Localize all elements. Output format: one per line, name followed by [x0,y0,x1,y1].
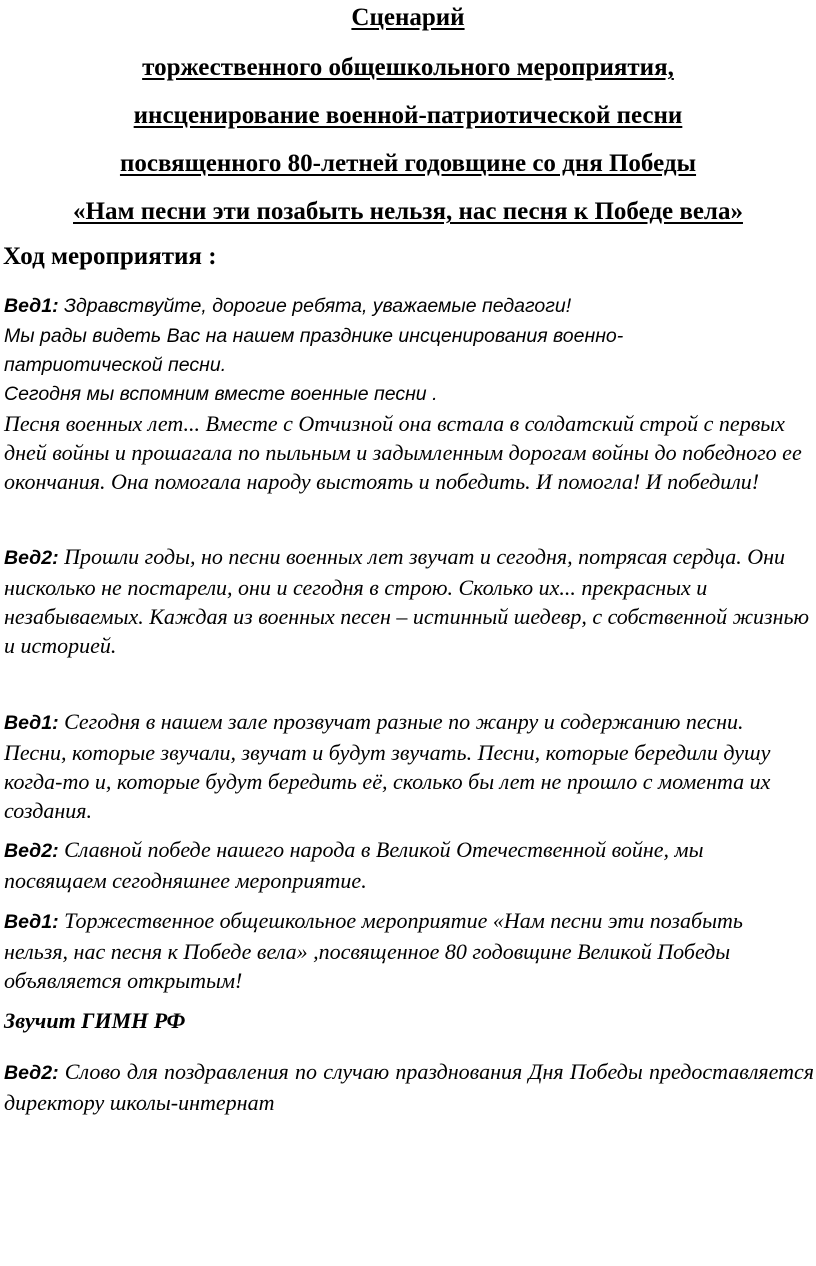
title-line-5: «Нам песни эти позабыть нельзя, нас песня к Победе вела» [73,198,743,225]
speech-block-2 [2,542,814,660]
speaker-label: Вед1: [4,911,59,933]
speech-block-5 [2,906,794,995]
speech-text: Сегодня в нашем зале прозвучат разные по жанру и содержанию песни. Песни, которые звучали, звучат и будут звучать. Песни, которые бередили душу когда-то и, которые будут бередить её, сколько бы лет не прошло с момента их создания. [4,709,771,823]
speech-text: Торжественное общешкольное мероприятие «Нам песни эти позабыть нельзя, нас песня к Победе вела» ,посвященное 80 годовщине Великой Победы объявляется открытым! [4,908,743,993]
speech-block-6 [2,1057,814,1117]
title-line-2: торжественного общешкольного мероприятия, [142,54,674,81]
speaker-label: Вед1: [4,295,59,317]
speaker-label: Вед1: [4,712,59,734]
speech-block-3 [2,707,794,825]
title-line-1: Сценарий [351,4,465,31]
speech-text: Слово для поздравления по случаю празднования Дня Победы предоставляется директору школы-интернат [4,1059,814,1115]
speech-block-4 [2,835,794,895]
heading-label: Ход мероприятия [3,243,202,270]
intro-line-2: Мы рады видеть Вас на нашем празднике инсценирования военно-патриотической песни. [4,325,624,376]
speaker-label: Вед2: [4,547,59,569]
document-title [2,0,814,240]
intro-text: Песня военных лет... Вместе с Отчизной она встала в солдатский строй с первых дней войны и прошагала по пыльным и задымленным дорогам войны до победного ее окончания. Она помогала народу выстоять и победить. И помогла! И победили! [4,411,802,494]
greeting-text: Здравствуйте, дорогие ребята, уважаемые педагоги! [58,295,572,317]
speaker-label: Вед2: [4,1062,59,1084]
intro-line-3: Сегодня мы вспомним вместе военные песни . [4,383,438,405]
intro-block [2,290,814,496]
title-line-3: инсценирование военной-патриотической песни [133,102,683,129]
section-heading [2,240,814,290]
speech-text: Прошли годы, но песни военных лет звучат и сегодня, потрясая сердца. Они нисколько не постарели, они и сегодня в строю. Сколько их... прекрасных и незабываемых. Каждая из военных песен – истинный шедевр, с собственной жизнью и историей. [4,544,810,658]
intro-greeting [2,290,814,321]
anthem-line: Звучит ГИМН РФ [4,1008,186,1033]
title-line-4: посвященного 80-летней годовщине со дня Победы [119,150,697,177]
heading-suffix: : [201,243,217,270]
speech-text: Славной победе нашего народа в Великой Отечественной войне, мы посвящаем сегодняшнее мероприятие. [4,837,704,893]
speaker-label: Вед2: [4,840,59,862]
